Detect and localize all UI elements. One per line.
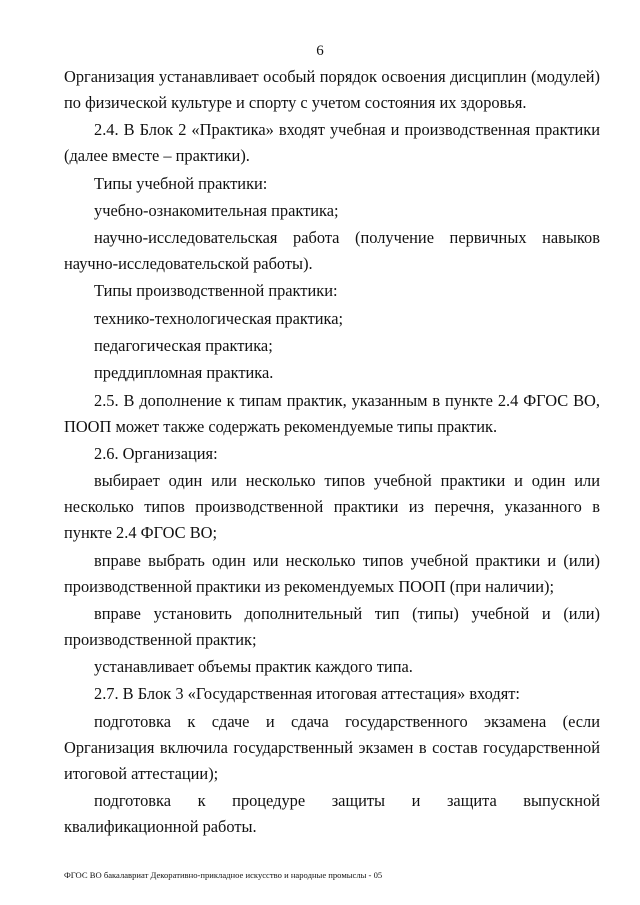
paragraph: 2.6. Организация:: [94, 443, 218, 463]
paragraph: научно-исследовательская работа (получение первичных навыков научно-исследовательской работы).: [64, 228, 600, 274]
paragraph: подготовка к сдаче и сдача государственного экзамена (если Организация включила государственный экзамен в состав государственной итоговой аттестации);: [64, 711, 600, 783]
paragraph: Типы учебной практики:: [94, 173, 268, 193]
paragraph: вправе установить дополнительный тип (типы) учебной и (или) производственной практик;: [64, 603, 600, 649]
paragraph: устанавливает объемы практик каждого типа.: [94, 657, 413, 677]
page-footer: ФГОС ВО бакалавриат Декоративно-прикладное искусство и народные промыслы - 05: [64, 870, 383, 880]
paragraph: учебно-ознакомительная практика;: [94, 200, 339, 220]
paragraph: выбирает один или несколько типов учебной практики и один или несколько типов производственной практики из перечня, указанного в пункте 2.4 ФГОС ВО;: [64, 471, 600, 543]
page-number: 6: [316, 43, 324, 59]
paragraph: вправе выбрать один или несколько типов учебной практики и (или) производственной практики из рекомендуемых ПООП (при наличии);: [64, 550, 600, 596]
paragraph: подготовка к процедуре защиты и защита выпускной квалификационной работы.: [64, 791, 600, 837]
paragraph: технико-технологическая практика;: [94, 308, 344, 328]
paragraph: педагогическая практика;: [94, 336, 273, 356]
paragraph: Типы производственной практики:: [94, 281, 338, 301]
paragraph: Организация устанавливает особый порядок освоения дисциплин (модулей) по физической культуре и спорту с учетом состояния их здоровья.: [64, 67, 600, 112]
paragraph: 2.7. В Блок 3 «Государственная итоговая аттестация» входят:: [94, 684, 520, 704]
document-body: [64, 64, 600, 841]
paragraph: преддипломная практика.: [94, 363, 274, 383]
paragraph: 2.5. В дополнение к типам практик, указанным в пункте 2.4 ФГОС ВО, ПООП может также содержать рекомендуемые типы практик.: [64, 390, 600, 436]
paragraph: 2.4. В Блок 2 «Практика» входят учебная и производственная практики (далее вместе – практики).: [64, 120, 600, 166]
